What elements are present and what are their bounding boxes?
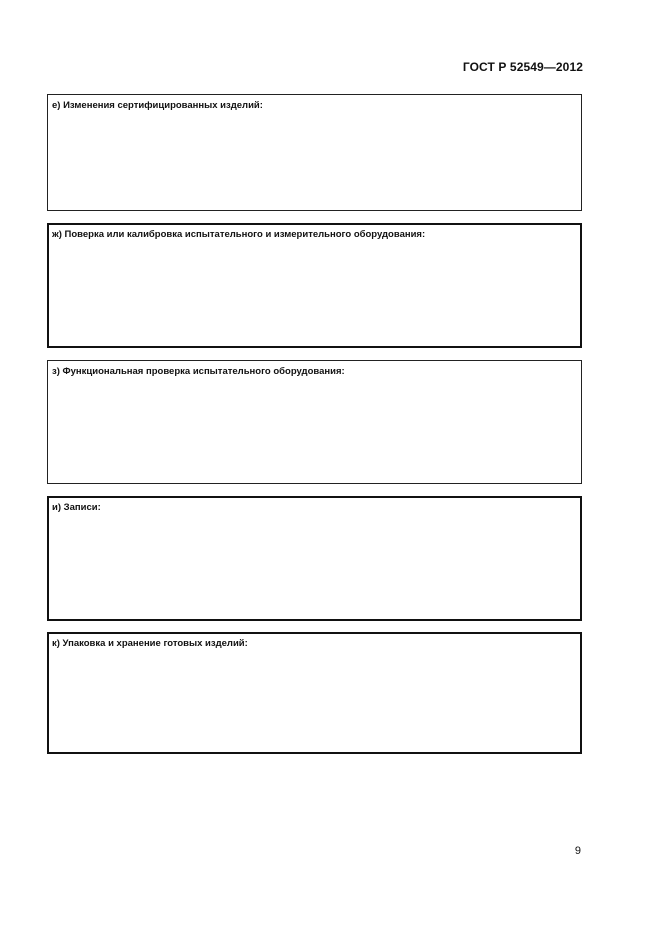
- section-box-k: [47, 632, 582, 754]
- document-standard-code: ГОСТ Р 52549—2012: [462, 60, 583, 74]
- section-label-e: е) Изменения сертифицированных изделий:: [52, 100, 263, 111]
- section-label-zh: ж) Поверка или калибровка испытательного и измерительного оборудования:: [52, 229, 426, 240]
- section-label-i: и) Записи:: [52, 502, 101, 513]
- section-box-zh: [47, 223, 582, 348]
- section-box-e: [47, 94, 582, 211]
- section-label-k: к) Упаковка и хранение готовых изделий:: [52, 638, 248, 649]
- section-box-z: [47, 360, 582, 484]
- section-label-z: з) Функциональная проверка испытательного оборудования:: [52, 366, 345, 377]
- section-box-i: [47, 496, 582, 621]
- page-number: 9: [574, 845, 581, 857]
